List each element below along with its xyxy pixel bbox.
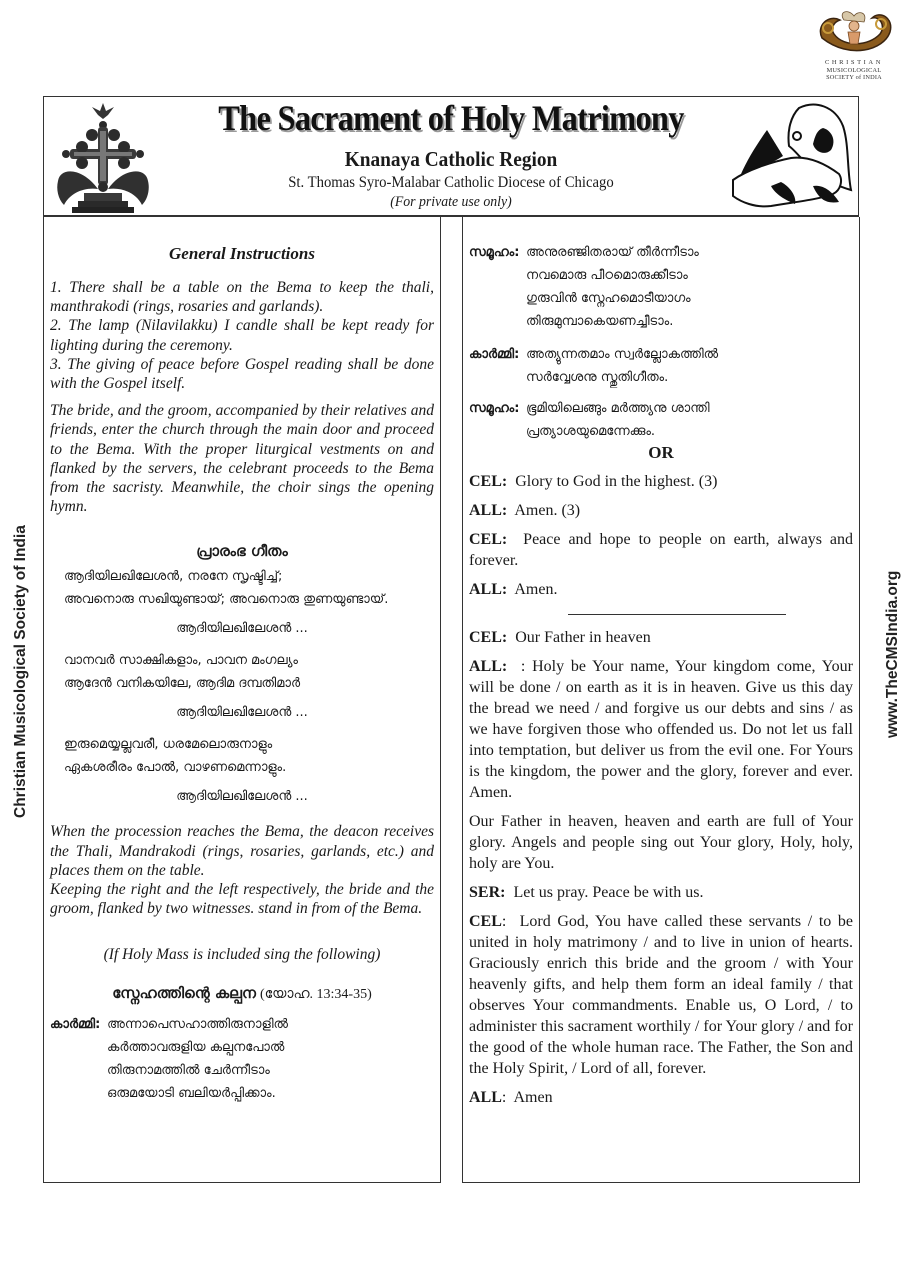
response: ALL: Amen (469, 1089, 553, 1106)
document-title: The Sacrament of Holy Matrimony (218, 98, 684, 138)
general-instructions-heading: General Instructions (169, 244, 315, 263)
verse-line: ഭൂമിയിലെങ്ങും മർത്ത്യനു ശാന്തി (526, 401, 710, 416)
logo-line-3: SOCIETY of INDIA (826, 74, 882, 81)
commandment-of-love-heading (50, 984, 434, 1003)
response-text: Our Father in heaven (515, 629, 651, 646)
response-text: Amen. (3) (514, 502, 581, 519)
diocese-name: St. Thomas Syro-Malabar Catholic Diocese of Chicago (288, 174, 614, 191)
samooham-verse (469, 397, 853, 443)
hymn-line: വാനവർ സാക്ഷികളാം, പാവന മംഗല്യം (64, 653, 298, 669)
speaker-label: ALL: (469, 581, 508, 598)
response (469, 500, 853, 521)
response (469, 656, 853, 803)
scripture-reference: (യോഹ. 13:34-35) (259, 987, 372, 1003)
response (469, 811, 853, 874)
hands-exchanging-ring-icon (727, 100, 853, 212)
speaker-label: കാർമ്മി: (469, 347, 520, 362)
verse-line: പ്രത്യാശയുമെന്നേക്കും. (526, 424, 656, 439)
document-header (43, 96, 859, 217)
hymn-refrain: ആദിയിലഖിലേശൻ ... (176, 705, 308, 721)
section-separator (568, 614, 786, 615)
response-text: Amen. (514, 581, 558, 598)
karmi-verse (469, 343, 853, 389)
hymn-stanza (50, 649, 434, 695)
instruction-item: 2. The lamp (Nilavilakku) I candle shall be kept ready for lighting during the ceremony. (50, 317, 434, 354)
response: CEL: Lord God, You have called these servants / to be united in holy matrimony / and to live in union of hearts. Graciously enrich this bride and the groom / with Your heavenly gifts, and help them form an ideal family / that observes Your commandments. Enable us, O Lord, / to administer this sacrament worthily / for Your glory / and for the good of the whole human race. The Father, the Son and the Holy Spirit, / Lord of all, forever. (469, 913, 853, 1077)
logo-line-2: MUSICOLOGICAL (826, 67, 882, 74)
response-text: Lord God, You have called these servants / to be united in holy matrimony / and to live in union of hearts. Graciously enrich this bride and the groom / with Your heavenly gifts, and help them form an ideal family / that observes Your commandments. Enable us, O Lord, / to administer this sacrament worthily / for Your glory / and for the good of the whole human race. The Father, the Son and the Holy Spirit, / Lord of all, forever. (469, 913, 853, 1077)
instruction-item: 1. There shall be a table on the Bema to keep the thali, manthrakodi (rings, rosaries and garlands). (50, 279, 434, 316)
karmi-verse (50, 1013, 434, 1105)
private-use-note: (For private use only) (390, 194, 512, 210)
verse-line: തിരുമുമ്പാകെയണച്ചീടാം. (526, 314, 674, 329)
speaker-label: സമൂഹം: (469, 245, 520, 260)
kalpana-title: സ്നേഹത്തിന്റെ കല്പന (112, 984, 256, 1003)
speaker-label: CEL: (469, 629, 508, 646)
side-society-name: Christian Musicological Society of India (12, 525, 29, 818)
left-column (43, 217, 441, 1183)
response-text: Let us pray. Peace be with us. (513, 884, 704, 901)
response (469, 579, 853, 600)
response-text: : Holy be Your name, Your kingdom come, Your will be done / on earth as it is in heaven. Give us this day the bread we need / and forgive us our debts and sins / as we have forgiven those who offended us. Do not let us fall into temptation, but deliver us from the evil one. For Yours is the kingdom, the power and the glory, forever and ever. Amen. (469, 658, 853, 801)
hymn-line: ഇരുമെയ്യല്ലവരീ, ധരമേലൊരുനാളും (64, 737, 273, 753)
verse-line: തിരുനാമത്തിൽ ചേർന്നീടാം (107, 1063, 270, 1079)
holy-mass-note: (If Holy Mass is included sing the following) (103, 946, 381, 964)
verse-line: കർത്താവരുളിയ കല്പനപോൽ (107, 1040, 285, 1056)
speaker-label: ALL: (469, 502, 508, 519)
instruction-item: 3. The giving of peace before Gospel reading shall be done with the Gospel itself. (50, 355, 434, 393)
response (469, 882, 853, 903)
speaker-label: CEL: (469, 473, 508, 490)
hymn-line: ആദിയിലഖിലേശൻ, നരനേ സൃഷ്ടിച്ച്; (64, 569, 283, 585)
samooham-verse (469, 241, 853, 333)
arrival-instruction (50, 822, 434, 918)
hymn-refrain: ആദിയിലഖിലേശൻ ... (176, 621, 308, 637)
hymn-stanza (50, 733, 434, 779)
logo-line-1: CHRISTIAN (824, 59, 884, 66)
arrival-text-1: When the procession reaches the Bema, the deacon receives the Thali, Mandrakodi (rings, rosaries, garlands, etc.) and places them on the table. (50, 823, 434, 879)
response (469, 471, 853, 492)
side-website-url[interactable]: www.TheCMSIndia.org (884, 570, 901, 738)
response (469, 627, 853, 648)
hymn-line: അവനൊരു സഖിയുണ്ടായ്; അവനൊരു തുണയുണ്ടായ്. (64, 592, 389, 608)
speaker-label: ALL: (469, 658, 508, 675)
angel-emblem-icon (814, 8, 894, 58)
region-subtitle: Knanaya Catholic Region (344, 147, 558, 171)
response-text: Amen (513, 1089, 553, 1106)
hymn-line: ആദേൻ വനികയിലേ, ആദിമ ദമ്പതിമാർ (64, 676, 301, 692)
hymn-line: ഏകശരീരം പോൽ, വാഴണമെന്നാളും. (64, 760, 287, 776)
speaker-label: CEL: (469, 531, 508, 548)
instruction-list (50, 278, 434, 393)
speaker-label: ALL (469, 1089, 502, 1106)
verse-line: അത്യുന്നതമാം സ്വർല്ലോകത്തിൽ (526, 347, 719, 362)
verse-line: സർവ്വേശനു സ്തുതിഗീതം. (526, 370, 669, 385)
verse-line: ഒരുമയോടി ബലിയർപ്പിക്കാം. (107, 1086, 276, 1102)
speaker-label: CEL (469, 913, 502, 930)
society-logo (808, 8, 900, 94)
procession-instruction: The bride, and the groom, accompanied by their relatives and friends, enter the church through the main door and proceed to the Bema. With the proper liturgical vestments on and flanked by the servers, the celebrant proceeds to the Bema from the sacristy. Meanwhile, the choir sings the opening hymn. (50, 402, 434, 516)
opening-hymn-title: പ്രാരംഭ ഗീതം (196, 542, 288, 561)
response (469, 529, 853, 571)
verse-line: അന്നാപെസഹാത്തിരുനാളിൽ (107, 1017, 289, 1033)
speaker-label: SER: (469, 884, 506, 901)
verse-line: നവമൊരു പീഠമൊരുക്കീടാം (526, 268, 688, 283)
or-divider-label: OR (648, 443, 674, 462)
speaker-label: സമൂഹം: (469, 401, 520, 416)
response-text: Peace and hope to people on earth, always and forever. (469, 531, 854, 569)
verse-line: അനുരഞ്ജിതരായ് തീർന്നീടാം (526, 245, 699, 260)
verse-line: ഗുരുവിൻ സ്നേഹമൊടീയാഗം (526, 291, 691, 306)
right-column (462, 217, 860, 1183)
speaker-label: കാർമ്മി: (50, 1017, 101, 1033)
arrival-text-2: Keeping the right and the left respectively, the bride and the groom, flanked by two witnesses. stand in from of the Bema. (50, 881, 434, 918)
hymn-refrain: ആദിയിലഖിലേശൻ ... (176, 789, 308, 805)
response-text: Our Father in heaven, heaven and earth are full of Your glory. Angels and people sing out Your glory, Holy, holy, holy are You. (469, 813, 853, 872)
response-text: Glory to God in the highest. (3) (515, 473, 718, 490)
hymn-stanza (50, 565, 434, 611)
